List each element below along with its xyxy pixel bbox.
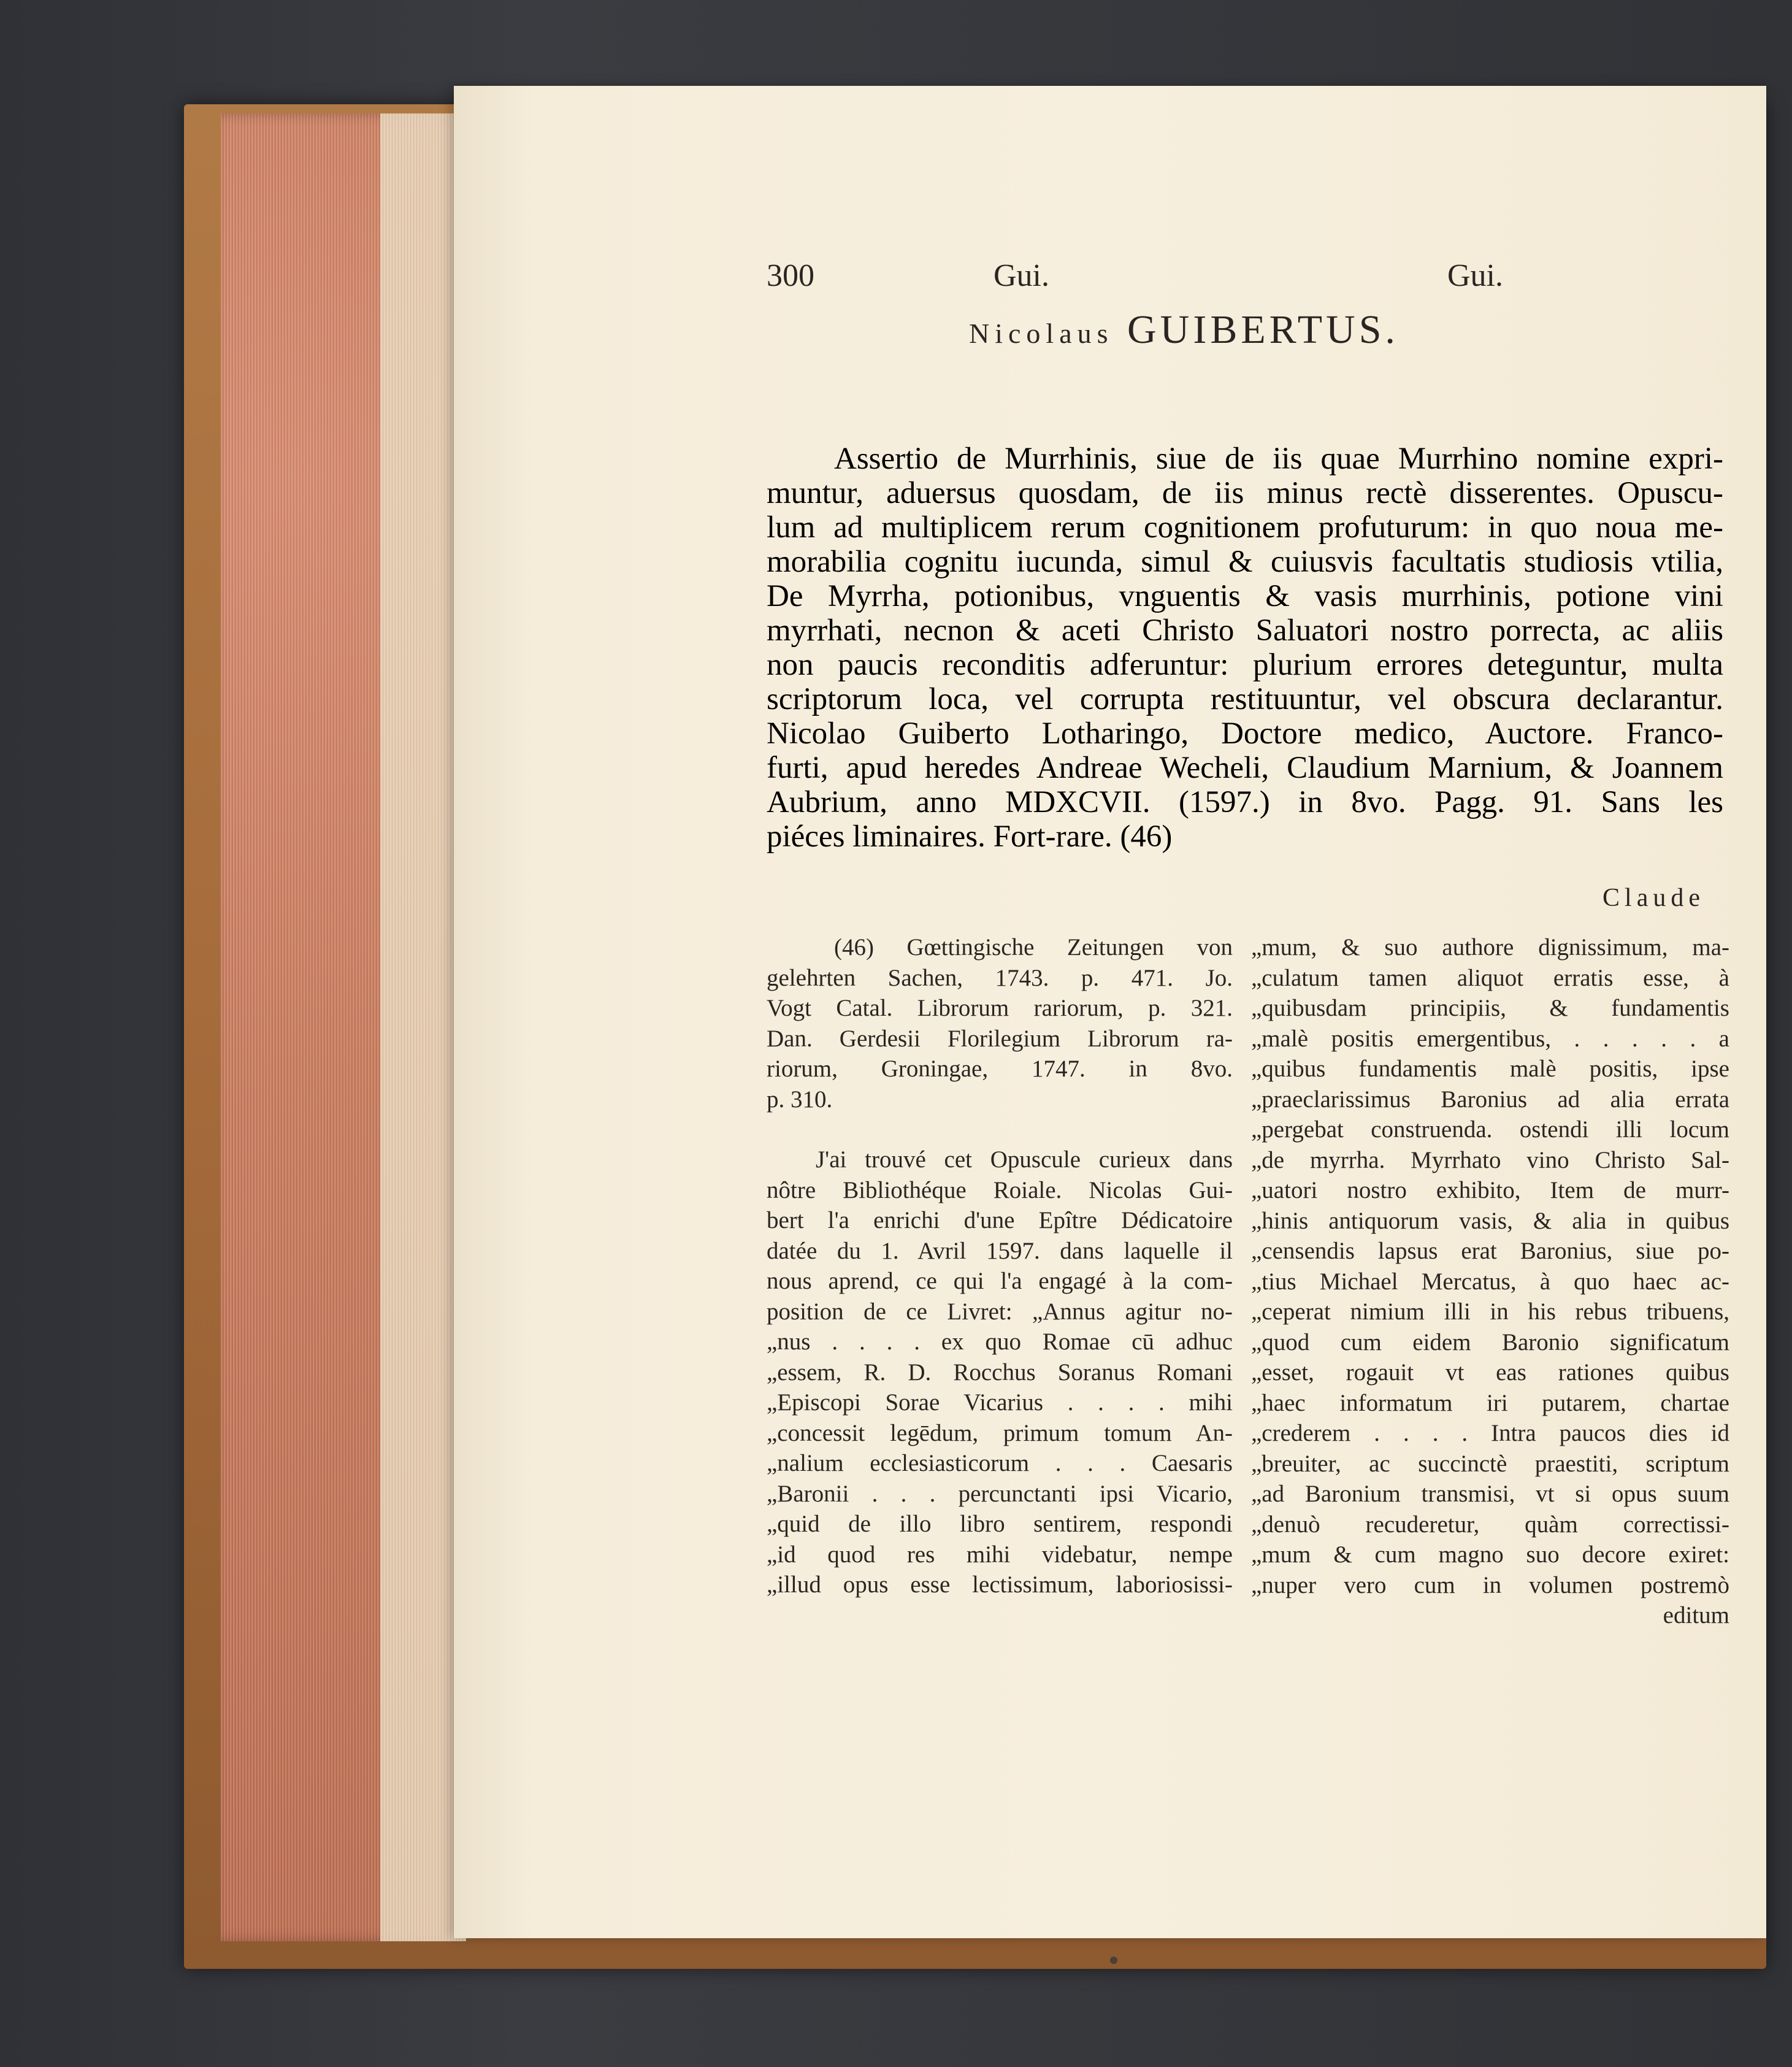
footnote-line: „quod cum eidem Baronio significatum [1251,1329,1729,1356]
running-head-left: Gui. [994,258,1049,293]
footnote-line: „esset, rogauit vt eas rationes quibus [1251,1359,1729,1386]
entry-title [969,307,1399,353]
page-edge-stripes [380,113,466,1941]
footnote-line: „ad Baronium transmisi, vt si opus suum [1251,1481,1729,1507]
footnote-line: p. 310. [767,1086,833,1113]
main-line: myrrhati, necnon & aceti Christo Saluatori nostro porrecta, ac aliis [767,613,1723,648]
footnote-line: „hinis antiquorum vasis, & alia in quibus [1251,1207,1729,1234]
main-line: De Myrrha, potionibus, vnguentis & vasis murrhinis, potione vini [767,579,1723,613]
footnote-line: nôtre Bibliothéque Roiale. Nicolas Gui- [767,1176,1233,1203]
footnote-line: „crederem . . . . Intra paucos dies id [1251,1420,1729,1446]
main-line: scriptorum loca, vel corrupta restituuntur, vel obscura declarantur. [767,682,1723,716]
footnote-line: nous aprend, ce qui l'a engagé à la com- [767,1268,1233,1294]
footnote-line: „breuiter, ac succinctè praestiti, scriptum [1251,1450,1729,1477]
footnote-left-column [767,932,1233,1600]
main-line: Assertio de Murrhinis, siue de iis quae Murrhino nomine expri- [834,442,1723,476]
entry-title-surname: GUIBERTUS. [1127,307,1399,352]
footnote-line: „quibus fundamentis malè positis, ipse [1251,1056,1729,1082]
footnote-line: datée du 1. Avril 1597. dans laquelle il [767,1237,1233,1264]
footnote-line: „Baronii . . . percunctanti ipsi Vicario, [767,1480,1233,1507]
running-head-right: Gui. [1447,258,1503,293]
footnote-line: Dan. Gerdesii Florilegium Librorum ra- [767,1025,1233,1052]
main-line: furti, apud heredes Andreae Wecheli, Claudium Marnium, & Joannem [767,751,1723,785]
footnote-line: bert l'a enrichi d'une Epître Dédicatoire [767,1207,1233,1233]
main-line: Nicolao Guiberto Lotharingo, Doctore medico, Auctore. Franco- [767,716,1723,751]
footnote-line: „mum, & suo authore dignissimum, ma- [1251,934,1729,961]
main-entry-text [767,442,1723,854]
footnote-line: riorum, Groningae, 1747. in 8vo. [767,1056,1233,1082]
footnote-line: „tius Michael Mercatus, à quo haec ac- [1251,1268,1729,1295]
footnote-line: „censendis lapsus erat Baronius, siue po- [1251,1238,1729,1264]
footnote-line: „mum & cum magno suo decore exiret: [1251,1541,1729,1568]
footnote-line: „nus . . . . ex quo Romae cū adhuc [767,1329,1233,1355]
footnote-line: „uatori nostro exhibito, Item de murr- [1251,1177,1729,1203]
footnote-line: position de ce Livret: „Annus agitur no- [767,1298,1233,1325]
entry-title-first-name: Nicolaus [969,318,1114,349]
footnote-line: „denuò recuderetur, quàm correctissi- [1251,1511,1729,1538]
footnote-line: „culatum tamen aliquot erratis esse, à [1251,964,1729,991]
footnote-line: „nuper vero cum in volumen postremò [1251,1571,1729,1598]
footnote-line: „praeclarissimus Baronius ad alia errata [1251,1086,1729,1113]
main-line: morabilia cognitu iucunda, simul & cuiusvis facultatis studiosis vtilia, [767,545,1723,579]
page-number: 300 [767,258,814,293]
footnote-line: „Episcopi Sorae Vicarius . . . . mihi [767,1389,1233,1416]
main-line: muntur, aduersus quosdam, de iis minus rectè disserentes. Opuscu- [767,476,1723,510]
main-line: piéces liminaires. Fort-rare. (46) [767,819,1173,854]
footnote-line: J'ai trouvé cet Opuscule curieux dans [816,1146,1233,1173]
footnote-line: „quibusdam principiis, & fundamentis [1251,995,1729,1021]
footnote-line: „concessit legēdum, primum tomum An- [767,1419,1233,1446]
main-line: Aubrium, anno MDXCVII. (1597.) in 8vo. Pagg. 91. Sans les [767,785,1723,819]
main-line: lum ad multiplicem rerum cognitionem profuturum: in quo noua me- [767,510,1723,545]
footnote-line: Vogt Catal. Librorum rariorum, p. 321. [767,995,1233,1021]
main-line: non paucis reconditis adferuntur: plurium errores deteguntur, multa [767,648,1723,682]
footnote-line: editum [1663,1602,1729,1628]
footnote-line: „de myrrha. Myrrhato vino Christo Sal- [1251,1146,1729,1173]
footnote-line: gelehrten Sachen, 1743. p. 471. Jo. [767,964,1233,991]
footnote-line: „ceperat nimium illi in his rebus tribuens, [1251,1298,1729,1325]
catchword: Claude [1602,884,1705,912]
footnote-line: „illud opus esse lectissimum, laboriosissi- [767,1571,1233,1598]
footnote-line: „pergebat construenda. ostendi illi locum [1251,1116,1729,1143]
footnote-line: „nalium ecclesiasticorum . . . Caesaris [767,1450,1233,1476]
footnote-line: (46) Gœttingische Zeitungen von [834,934,1233,961]
footnote-right-column [1251,932,1729,1631]
paragraph-gap [767,1114,1233,1145]
footnote-line: „id quod res mihi videbatur, nempe [767,1541,1233,1568]
ink-dot [1110,1957,1117,1964]
footnote-line: „haec informatum iri putarem, chartae [1251,1389,1729,1416]
book-page [454,86,1766,1938]
footnote-line: „malè positis emergentibus, . . . . . a [1251,1025,1729,1052]
footnote-line: „essem, R. D. Rocchus Soranus Romani [767,1359,1233,1386]
footnote-line: „quid de illo libro sentirem, respondi [767,1511,1233,1537]
